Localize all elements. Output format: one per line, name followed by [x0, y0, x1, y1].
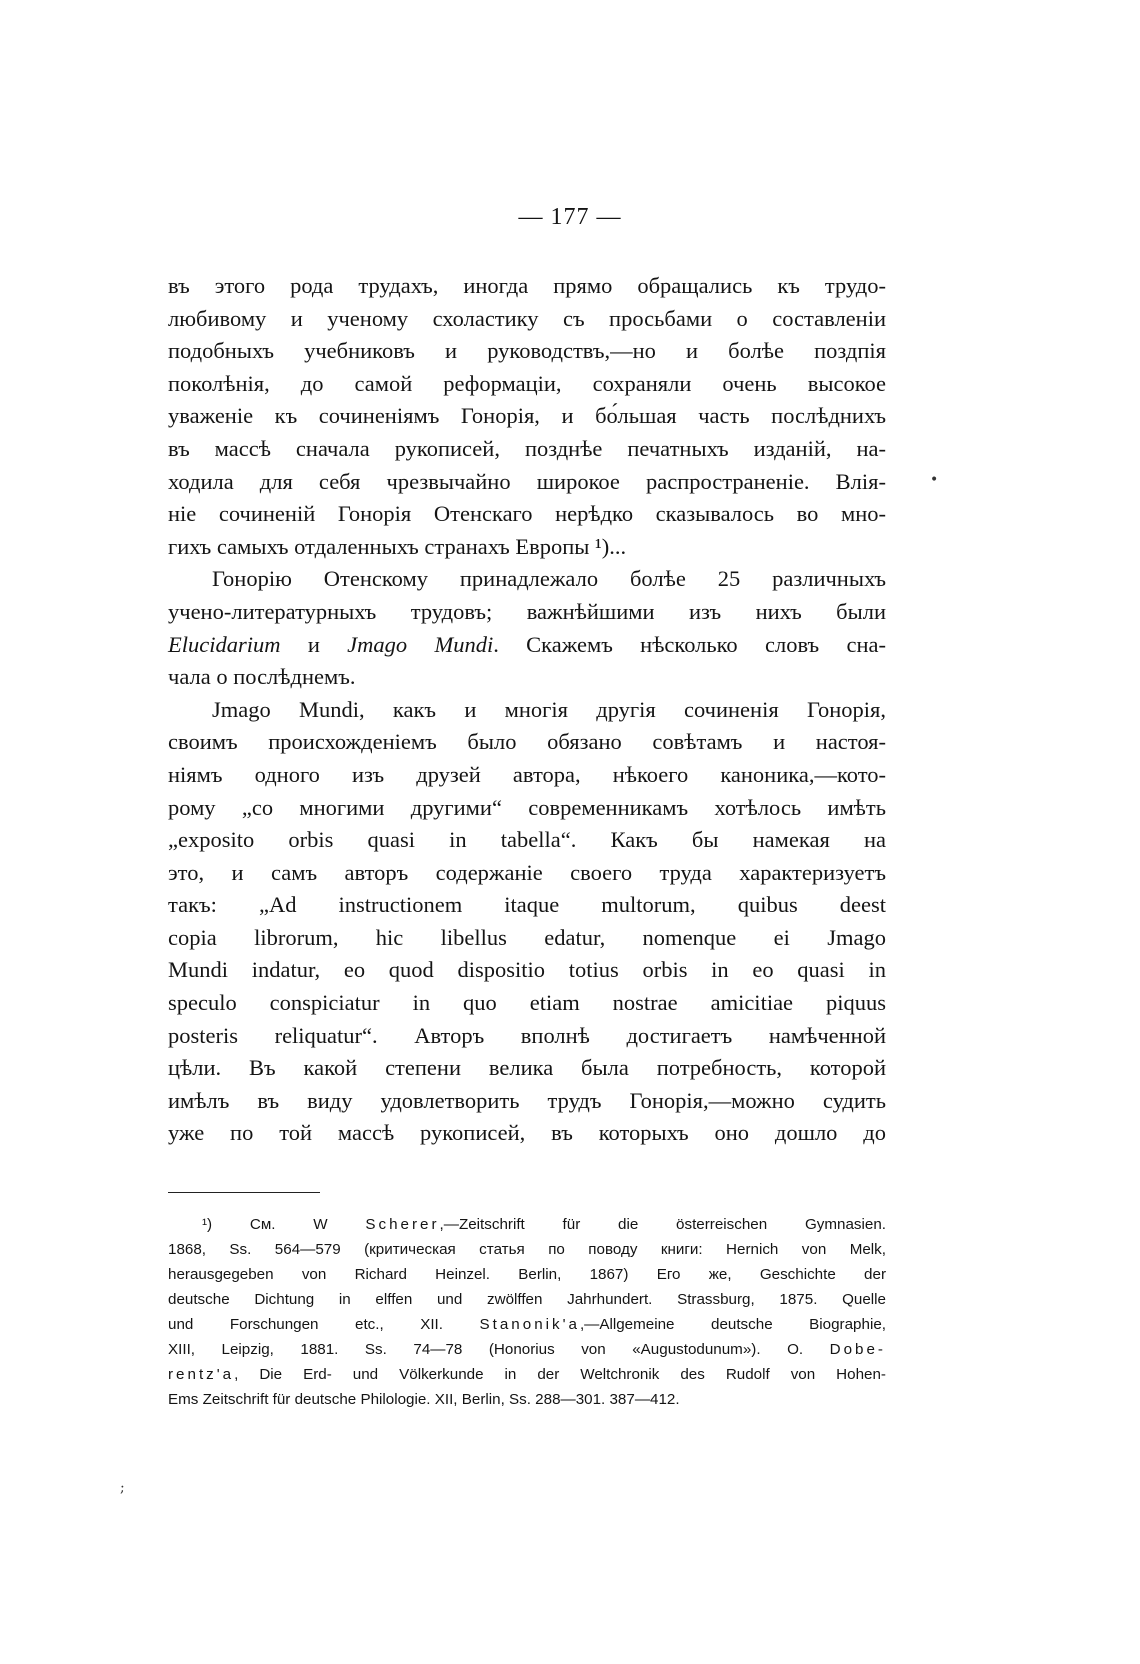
paragraph-3: [168, 694, 886, 1150]
title-elucidarium: Elucidarium: [168, 631, 281, 657]
text-line: уже по той массѣ рукописей, въ которыхъ оно дошло до: [168, 1120, 886, 1146]
text-line: такъ: „Ad instructionem itaque multorum, quibus deest: [168, 892, 886, 918]
text-fragment: , Die Erd- und Völkerkunde in der Weltchronik des Rudolf von Hohen-: [234, 1366, 886, 1383]
text-fragment: ,—Allgemeine deutsche Biographie,: [579, 1316, 886, 1333]
footnote-line: Ems Zeitschrift für deutsche Philologie. XII, Berlin, Ss. 288—301. 387—412.: [168, 1391, 680, 1408]
text-line: это, и самъ авторъ содержаніе своего труда характеризуетъ: [168, 859, 886, 885]
text-line: поколѣнія, до самой реформаціи, сохраняли очень высокое: [168, 370, 886, 396]
text-line: гихъ самыхъ отдаленныхъ странахъ Европы ¹)...: [168, 533, 627, 559]
text-line: posteris reliquatur“. Авторъ вполнѣ достигаетъ намѣченной: [168, 1022, 886, 1048]
text-line: любивому и ученому схоластику съ просьбами о составленіи: [168, 305, 886, 331]
margin-mark: •: [930, 472, 939, 488]
text-fragment: und Forschungen etc., XII.: [168, 1316, 480, 1333]
footnote-line: herausgegeben von Richard Heinzel. Berlin, 1867) Его же, Geschichte der: [168, 1266, 886, 1283]
footnote-divider: [168, 1192, 320, 1193]
text-line: ходила для себя чрезвычайно широкое распространеніе. Влія-: [168, 468, 886, 494]
text-fragment: ¹) См. W: [202, 1216, 366, 1233]
text-line: чала о послѣднемъ.: [168, 664, 356, 690]
paragraph-2: [168, 563, 886, 693]
text-line: ніямъ одного изъ друзей автора, нѣкоего каноника,—кото-: [168, 761, 886, 787]
text-line: copia librorum, hic libellus edatur, nomenque ei Jmago: [168, 924, 886, 950]
text-line: подобныхъ учебниковъ и руководствъ,—но и болѣе поздпія: [168, 338, 886, 364]
footnote-line: [168, 1362, 886, 1387]
text-fragment: и: [280, 631, 348, 657]
footnote-line: [168, 1337, 886, 1362]
title-imago-mundi: Jmago Mundi: [347, 631, 494, 657]
footnote-line: 1868, Ss. 564—579 (критическая статья по поводу книги: Hernich von Melk,: [168, 1241, 886, 1258]
text-fragment: . Скажемъ нѣсколько словъ сна-: [493, 631, 886, 657]
text-line: своимъ происхожденіемъ было обязано совѣтамъ и настоя-: [168, 729, 886, 755]
text-fragment: XIII, Leipzig, 1881. Ss. 74—78 (Honorius von «Augustodunum»). O.: [168, 1341, 830, 1358]
text-line: „exposito orbis quasi in tabella“. Какъ бы намекая на: [168, 827, 886, 853]
footnote-line: [168, 1212, 886, 1237]
text-line: [168, 629, 886, 662]
text-line: имѣлъ въ виду удовлетворить трудъ Гонорія,—можно судить: [168, 1087, 886, 1113]
text-line: въ массѣ сначала рукописей, позднѣе печатныхъ изданій, на-: [168, 435, 886, 461]
text-line: speculo conspiciatur in quo etiam nostrae amicitiae piquus: [168, 990, 886, 1016]
text-line: цѣли. Въ какой степени велика была потребность, которой: [168, 1055, 886, 1081]
text-line: Гонорію Отенскому принадлежало болѣе 25 различныхъ: [212, 566, 886, 592]
author-name: rentz'a: [168, 1366, 235, 1383]
text-line: уваженіе къ сочиненіямъ Гонорія, и бо́льшая часть послѣднихъ: [168, 403, 886, 429]
text-line: ніе сочиненій Гонорія Отенскаго нерѣдко сказывалось во мно-: [168, 501, 886, 527]
author-name: Dobe-: [829, 1341, 886, 1358]
text-line: Mundi indatur, eo quod dispositio totius orbis in eo quasi in: [168, 957, 886, 983]
author-name: Stanonik'a: [479, 1316, 580, 1333]
footnote-line: deutsche Dichtung in elffen und zwölffen Jahrhundert. Strassburg, 1875. Quelle: [168, 1291, 886, 1308]
text-line: въ этого рода трудахъ, иногда прямо обращались къ трудо-: [168, 273, 886, 298]
footnote: [168, 1212, 886, 1412]
page-number: — 177 —: [518, 204, 622, 230]
margin-mark: ;: [120, 1480, 125, 1496]
text-line: учено-литературныхъ трудовъ; важнѣйшими изъ нихъ были: [168, 598, 886, 624]
body-text: [168, 270, 886, 1150]
author-name: Scherer: [365, 1216, 440, 1233]
text-fragment: ,—Zeitschrift für die österreischen Gymnasien.: [439, 1216, 886, 1233]
footnote-line: [168, 1312, 886, 1337]
paragraph-1: [168, 270, 886, 563]
text-line: Jmago Mundi, какъ и многія другія сочиненія Гонорія,: [212, 696, 886, 722]
text-line: рому „со многими другими“ современникамъ хотѣлось имѣть: [168, 794, 886, 820]
